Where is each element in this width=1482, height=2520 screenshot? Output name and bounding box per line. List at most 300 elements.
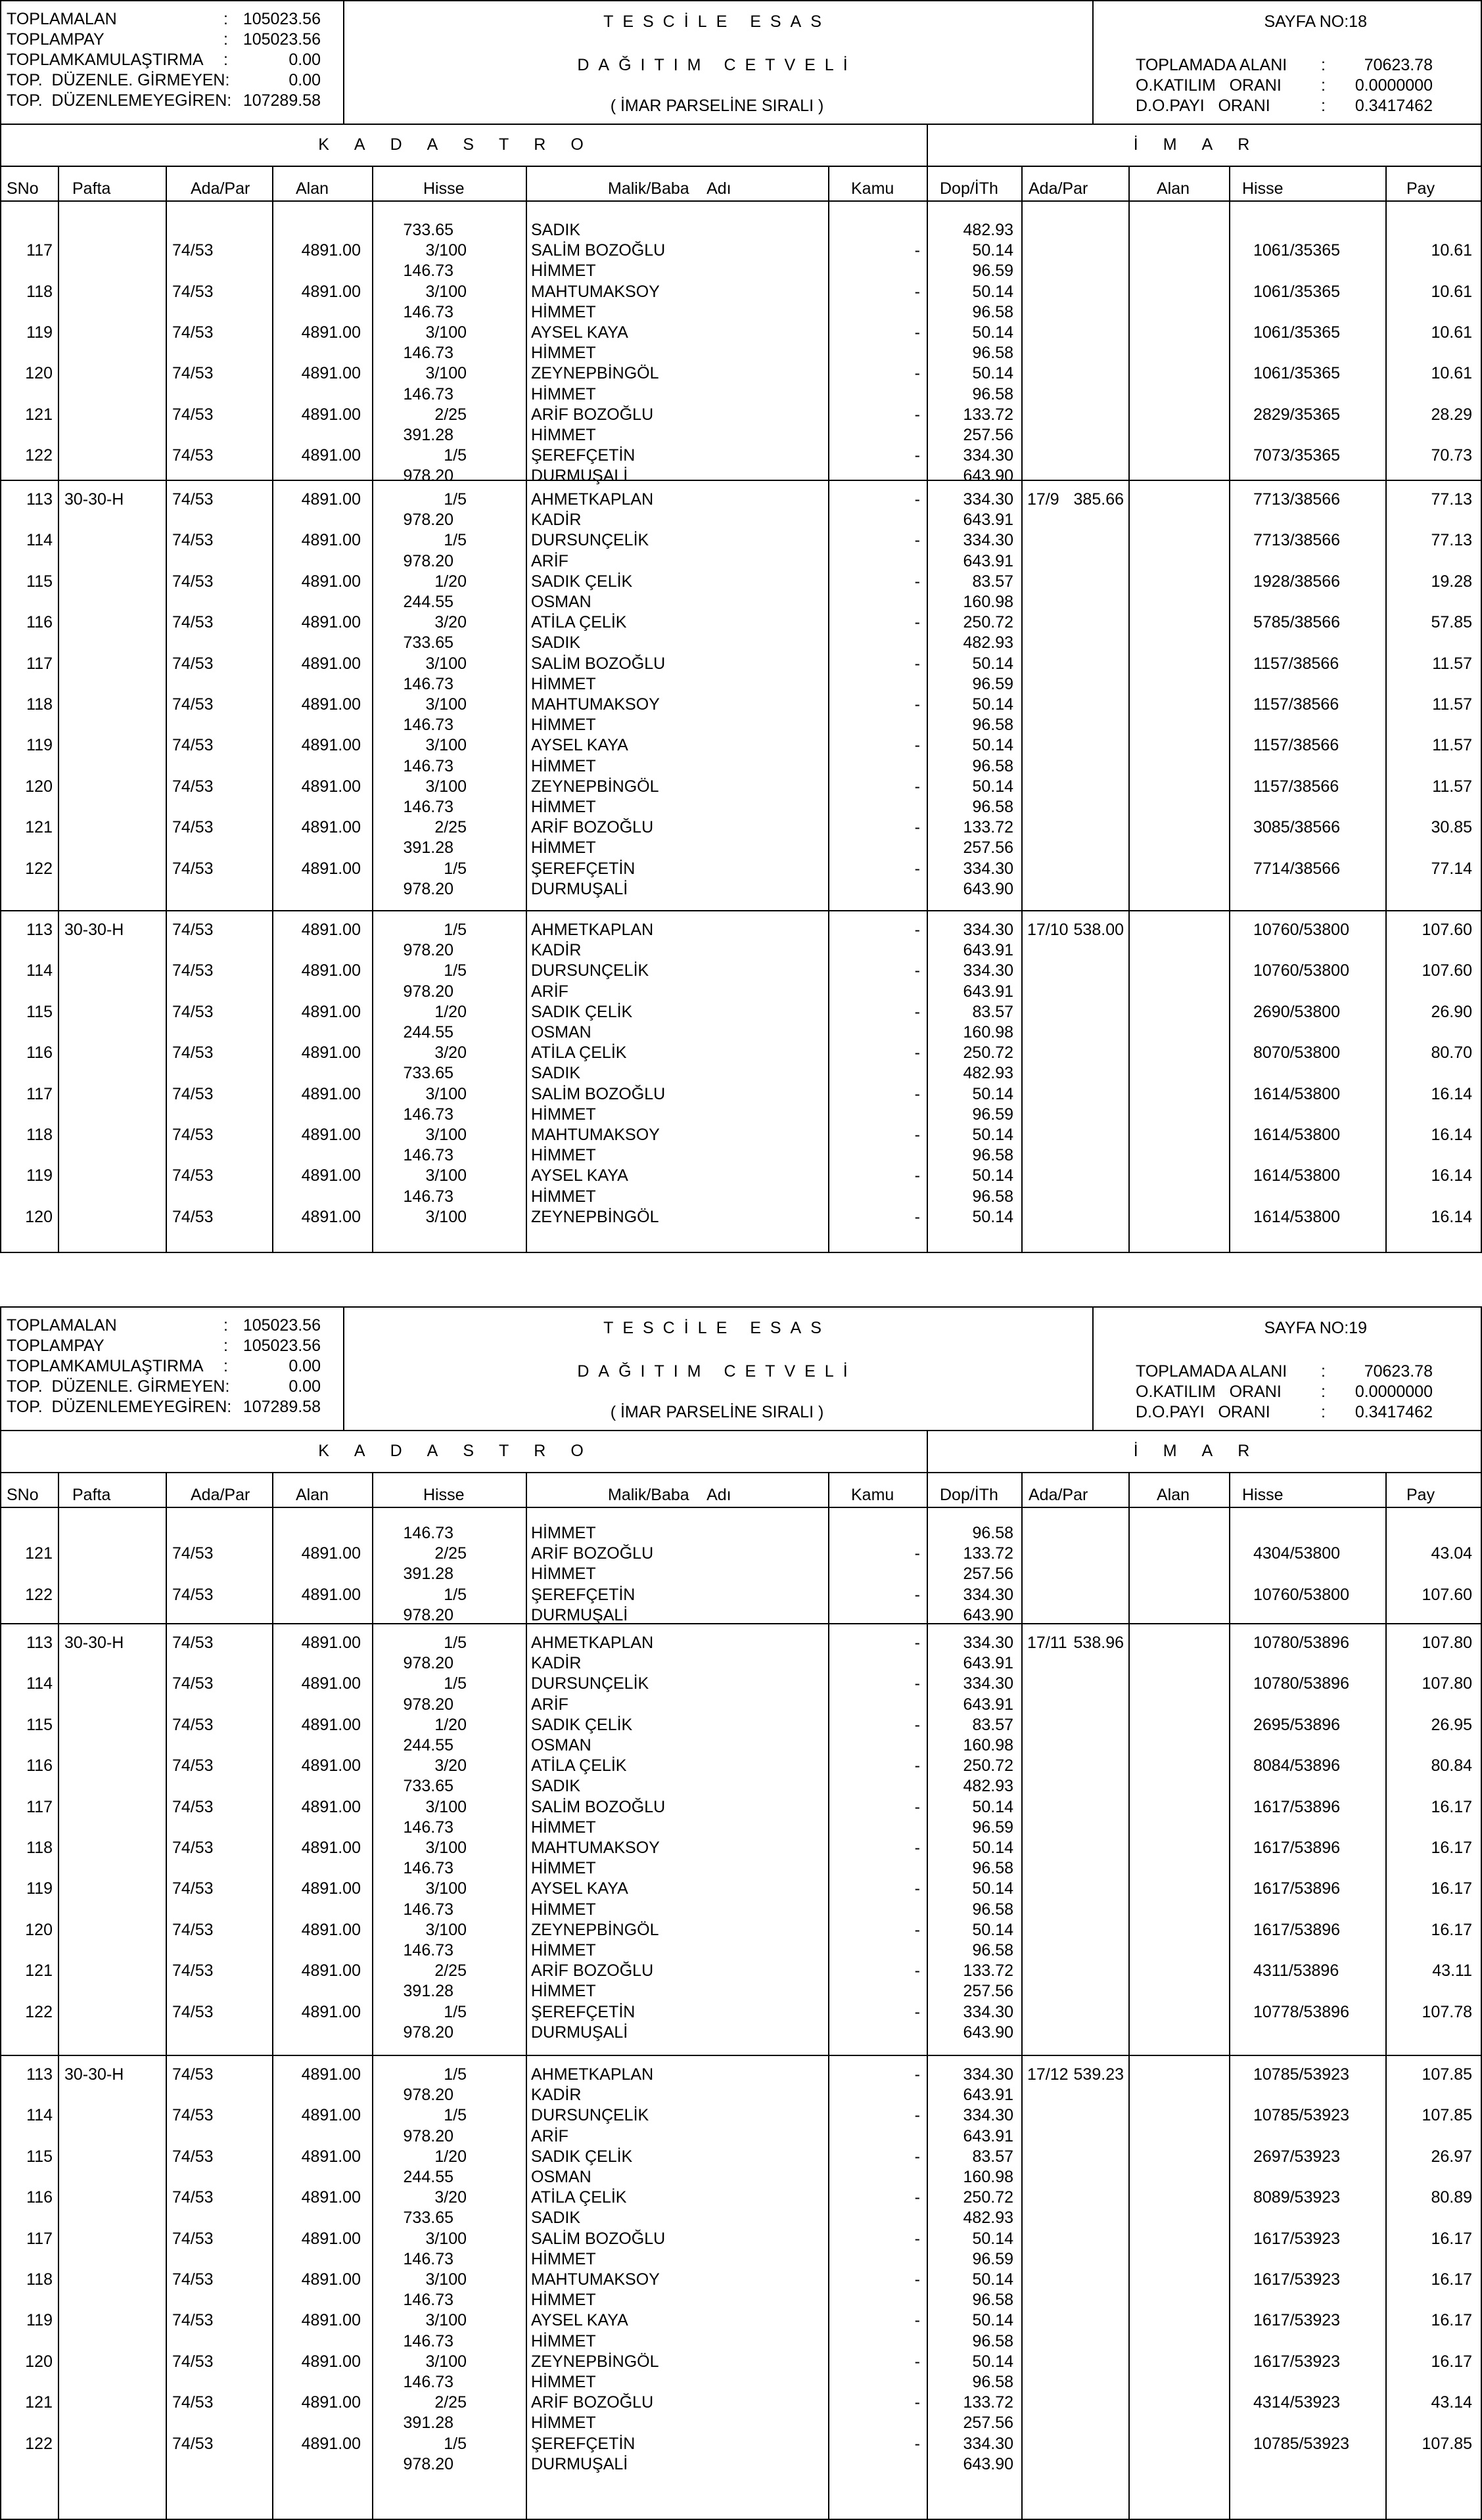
cell-dop-ith: 50.14	[972, 736, 1013, 755]
cell-malik: MAHTUMAKSOY	[531, 1839, 660, 1857]
cell-kamu: -	[914, 1207, 920, 1226]
cell-kamu: -	[914, 859, 920, 878]
cell-alan: 4891.00	[301, 1585, 361, 1604]
cell-malik: HİMMET	[531, 2331, 596, 2350]
cell-dop-ith: 96.58	[972, 384, 1013, 403]
column-header: Malik/Baba Adı	[608, 179, 731, 198]
cell-imar-hisse: 4304/53800	[1253, 1544, 1341, 1563]
table-bottom	[0, 1252, 1482, 1253]
cell-pay: 16.17	[1431, 1839, 1472, 1857]
cell-ada-par: 74/53	[172, 1084, 214, 1103]
cell-kamu: -	[914, 1715, 920, 1734]
cell-kamu: -	[914, 1166, 920, 1185]
column-divider	[1021, 1472, 1023, 2519]
column-header: Dop/İTh	[940, 179, 998, 198]
cell-kamu: -	[914, 1879, 920, 1898]
info-value: 70623.78	[1364, 56, 1433, 74]
column-divider	[526, 166, 527, 1252]
cell-malik: HİMMET	[531, 2414, 596, 2433]
cell-imar-hisse: 7713/38566	[1253, 490, 1341, 509]
cell-sno: 119	[26, 323, 53, 342]
info-value: 70623.78	[1364, 1362, 1433, 1381]
cell-malik: DURMUŞALİ	[531, 879, 628, 898]
cell-malik: HİMMET	[531, 2373, 596, 2391]
info-label: O.KATILIM ORANI	[1136, 76, 1282, 95]
summary-colon: :	[223, 10, 228, 28]
cell-sno: 119	[26, 1166, 53, 1185]
cell-hisse-area: 146.73	[403, 2331, 453, 2350]
cell-imar-hisse: 1157/38566	[1253, 777, 1339, 796]
cell-malik: ARİF BOZOĞLU	[531, 1961, 654, 1981]
column-divider	[58, 166, 59, 1252]
cell-dop-ith: 50.14	[972, 654, 1013, 673]
header-divider	[343, 0, 344, 124]
cell-hisse-area: 391.28	[403, 426, 453, 444]
cell-hisse-area: 733.65	[403, 2209, 453, 2228]
cell-sno: 120	[25, 1207, 53, 1226]
column-header: SNo	[7, 1486, 39, 1504]
cell-hisse-area: 146.73	[403, 2291, 453, 2310]
cell-imar-alan: 538.00	[1073, 921, 1124, 939]
column-divider	[1128, 1472, 1130, 2519]
cell-dop-ith: 334.30	[963, 446, 1013, 465]
cell-dop-ith: 334.30	[963, 1634, 1013, 1652]
cell-malik: OSMAN	[531, 1736, 591, 1754]
cell-malik: DURMUŞALİ	[531, 2454, 628, 2473]
cell-sno: 121	[25, 1544, 53, 1563]
cell-dop-ith: 257.56	[963, 426, 1013, 444]
column-divider	[1128, 166, 1130, 1252]
cell-dop-ith: 643.91	[963, 2086, 1013, 2105]
cell-dop-ith: 257.56	[963, 1565, 1013, 1584]
cell-sno: 115	[26, 1002, 53, 1021]
cell-dop-ith: 643.91	[963, 941, 1013, 960]
cell-imar-hisse: 1157/38566	[1253, 654, 1339, 673]
cell-imar-hisse: 2829/35365	[1253, 405, 1341, 424]
cell-alan: 4891.00	[301, 1961, 361, 1981]
cell-dop-ith: 96.58	[972, 1187, 1013, 1206]
cell-dop-ith: 643.91	[963, 1695, 1013, 1714]
document-title: TESCİLE ESAS	[603, 12, 831, 31]
cell-dop-ith: 160.98	[963, 593, 1013, 611]
cell-malik: HİMMET	[531, 798, 596, 816]
document-subtitle: DAĞITIM CETVELİ	[577, 1362, 857, 1381]
cell-sno: 113	[26, 921, 53, 939]
column-header-bottom	[0, 1507, 1482, 1508]
cell-hisse-area: 146.73	[403, 1941, 453, 1959]
cell-pay: 26.97	[1431, 2147, 1472, 2166]
cell-dop-ith: 96.58	[972, 798, 1013, 816]
cell-alan: 4891.00	[301, 1002, 361, 1021]
cell-ada-par: 74/53	[172, 2434, 214, 2453]
cell-imar-ada-par: 17/12	[1027, 2065, 1069, 2084]
document-subtitle-note: ( İMAR PARSELİNE SIRALI )	[610, 97, 824, 115]
cell-hisse: 3/100	[425, 736, 467, 755]
header-divider	[1092, 0, 1094, 124]
info-colon: :	[1321, 56, 1326, 74]
cell-pay: 16.17	[1431, 2311, 1472, 2330]
cell-sno: 122	[25, 859, 53, 878]
cell-malik: OSMAN	[531, 1023, 591, 1042]
cell-dop-ith: 50.14	[972, 1207, 1013, 1226]
cell-malik: HİMMET	[531, 1941, 596, 1959]
cell-malik: SADIK	[531, 633, 581, 653]
cell-alan: 4891.00	[301, 241, 361, 260]
cell-alan: 4891.00	[301, 2147, 361, 2166]
cell-malik: KADİR	[531, 941, 582, 960]
cell-dop-ith: 96.58	[972, 344, 1013, 363]
document-title: TESCİLE ESAS	[603, 1319, 831, 1337]
cell-ada-par: 74/53	[172, 2352, 214, 2371]
cell-sno: 116	[26, 1043, 53, 1063]
cell-hisse: 3/100	[425, 1879, 467, 1898]
cell-malik: ATİLA ÇELİK	[531, 2188, 627, 2207]
cell-malik: HİMMET	[531, 838, 596, 858]
cell-pay: 80.70	[1431, 1043, 1472, 1063]
cell-pay: 26.95	[1431, 1715, 1472, 1734]
cell-hisse: 1/5	[444, 1585, 467, 1604]
cell-pay: 19.28	[1431, 572, 1472, 591]
cell-malik: ZEYNEPBİNGÖL	[531, 777, 659, 796]
cell-hisse: 3/100	[425, 1797, 467, 1816]
cell-alan: 4891.00	[301, 2229, 361, 2248]
cell-sno: 120	[25, 364, 53, 383]
cell-malik: KADİR	[531, 2086, 582, 2105]
cell-pafta: 30-30-H	[64, 2065, 124, 2084]
cell-sno: 118	[26, 1126, 53, 1144]
cell-malik: AHMETKAPLAN	[531, 490, 654, 509]
cell-malik: AYSEL KAYA	[531, 323, 628, 342]
column-header: Kamu	[851, 1486, 894, 1504]
cell-imar-hisse: 10760/53800	[1253, 961, 1349, 980]
cell-pay: 28.29	[1431, 405, 1472, 424]
cell-hisse: 3/100	[425, 1920, 467, 1939]
cell-pay: 11.57	[1432, 777, 1472, 796]
cell-ada-par: 74/53	[172, 1961, 214, 1981]
cell-imar-hisse: 1617/53896	[1253, 1879, 1341, 1898]
cell-dop-ith: 50.14	[972, 282, 1013, 301]
cell-malik: ARİF	[531, 2126, 568, 2145]
cell-alan: 4891.00	[301, 572, 361, 591]
cell-imar-hisse: 1061/35365	[1253, 241, 1341, 260]
cell-malik: ATİLA ÇELİK	[531, 1756, 627, 1775]
cell-kamu: -	[914, 405, 920, 424]
summary-value: 0.00	[289, 51, 321, 69]
summary-label: TOPLAMALAN	[7, 10, 117, 28]
cell-hisse: 1/5	[444, 490, 467, 509]
cell-pay: 10.61	[1431, 282, 1472, 301]
cell-malik: SALİM BOZOĞLU	[531, 2229, 666, 2248]
cell-ada-par: 74/53	[172, 1756, 214, 1775]
cell-pay: 43.11	[1432, 1961, 1472, 1981]
cell-malik: KADİR	[531, 511, 582, 530]
cell-imar-hisse: 1617/53896	[1253, 1797, 1341, 1816]
group-separator	[0, 910, 1482, 911]
cell-hisse: 3/20	[434, 1756, 467, 1775]
cell-kamu: -	[914, 921, 920, 939]
cell-kamu: -	[914, 2002, 920, 2021]
cell-malik: AHMETKAPLAN	[531, 1634, 654, 1652]
cell-ada-par: 74/53	[172, 572, 214, 591]
cell-ada-par: 74/53	[172, 1715, 214, 1734]
cell-alan: 4891.00	[301, 1043, 361, 1063]
cell-alan: 4891.00	[301, 323, 361, 342]
info-colon: :	[1321, 1403, 1326, 1421]
summary-value: 0.00	[289, 1377, 321, 1396]
column-header: Ada/Par	[191, 179, 250, 198]
cell-alan: 4891.00	[301, 2188, 361, 2207]
info-colon: :	[1321, 97, 1326, 115]
cell-malik: HİMMET	[531, 426, 596, 444]
group-separator	[0, 2055, 1482, 2056]
cell-hisse-area: 146.73	[403, 344, 453, 363]
cell-malik: DURMUŞALİ	[531, 2023, 628, 2042]
column-header: SNo	[7, 179, 39, 198]
cell-kamu: -	[914, 1585, 920, 1604]
summary-value: 107289.58	[243, 1398, 321, 1416]
cell-sno: 120	[25, 2352, 53, 2371]
cell-dop-ith: 257.56	[963, 2414, 1013, 2433]
cell-dop-ith: 643.90	[963, 879, 1013, 898]
cell-hisse: 3/100	[425, 654, 467, 673]
cell-dop-ith: 257.56	[963, 838, 1013, 858]
cell-dop-ith: 96.58	[972, 1941, 1013, 1959]
report-page	[0, 0, 1482, 1252]
cell-hisse-area: 146.73	[403, 1524, 453, 1542]
column-divider	[1021, 166, 1023, 1252]
summary-value: 105023.56	[243, 1316, 321, 1335]
cell-hisse-area: 146.73	[403, 384, 453, 403]
cell-malik: SADIK ÇELİK	[531, 1002, 633, 1021]
cell-pay: 107.78	[1422, 2002, 1472, 2021]
column-header: Ada/Par	[1029, 1486, 1088, 1504]
cell-ada-par: 74/53	[172, 613, 214, 632]
cell-malik: HİMMET	[531, 1565, 596, 1584]
cell-malik: MAHTUMAKSOY	[531, 282, 660, 301]
cell-sno: 118	[26, 2270, 53, 2289]
cell-kamu: -	[914, 2065, 920, 2084]
cell-ada-par: 74/53	[172, 1920, 214, 1939]
info-label: D.O.PAYI ORANI	[1136, 1403, 1270, 1421]
cell-malik: HİMMET	[531, 716, 596, 735]
cell-hisse: 1/5	[444, 2106, 467, 2125]
cell-hisse: 1/5	[444, 859, 467, 878]
cell-hisse: 3/100	[425, 1839, 467, 1857]
column-header: Ada/Par	[191, 1486, 250, 1504]
cell-dop-ith: 133.72	[963, 405, 1013, 424]
cell-ada-par: 74/53	[172, 1207, 214, 1226]
cell-alan: 4891.00	[301, 1839, 361, 1857]
kadastro-label: KADASTRO	[318, 1442, 609, 1460]
cell-alan: 4891.00	[301, 1544, 361, 1563]
cell-sno: 119	[26, 2311, 53, 2330]
column-header: Alan	[296, 179, 329, 198]
summary-label: TOPLAMKAMULAŞTIRMA	[7, 1357, 204, 1375]
column-header: Malik/Baba Adı	[608, 1486, 731, 1504]
cell-imar-hisse: 10785/53923	[1253, 2106, 1349, 2125]
summary-label: TOP. DÜZENLEMEYEGİREN:	[7, 91, 232, 110]
cell-kamu: -	[914, 1043, 920, 1063]
cell-malik: AYSEL KAYA	[531, 2311, 628, 2330]
cell-dop-ith: 334.30	[963, 1674, 1013, 1693]
cell-ada-par: 74/53	[172, 818, 214, 837]
cell-hisse-area: 146.73	[403, 716, 453, 735]
cell-alan: 4891.00	[301, 405, 361, 424]
summary-value: 105023.56	[243, 10, 321, 28]
cell-alan: 4891.00	[301, 1207, 361, 1226]
column-header: Hisse	[423, 179, 465, 198]
cell-dop-ith: 643.90	[963, 2454, 1013, 2473]
cell-kamu: -	[914, 695, 920, 714]
cell-malik: AYSEL KAYA	[531, 1879, 628, 1898]
cell-sno: 118	[26, 1839, 53, 1857]
cell-alan: 4891.00	[301, 1084, 361, 1103]
cell-hisse-area: 146.73	[403, 756, 453, 775]
cell-hisse-area: 978.20	[403, 2086, 453, 2105]
cell-malik: ATİLA ÇELİK	[531, 613, 627, 632]
cell-alan: 4891.00	[301, 1920, 361, 1939]
cell-sno: 114	[26, 961, 53, 980]
cell-hisse: 3/100	[425, 282, 467, 301]
cell-dop-ith: 96.58	[972, 756, 1013, 775]
cell-alan: 4891.00	[301, 2270, 361, 2289]
column-header: Alan	[1157, 1486, 1190, 1504]
cell-malik: ARİF BOZOĞLU	[531, 1544, 654, 1563]
column-divider	[828, 166, 829, 1252]
cell-imar-hisse: 10785/53923	[1253, 2065, 1349, 2084]
cell-alan: 4891.00	[301, 654, 361, 673]
cell-hisse-area: 978.20	[403, 511, 453, 530]
cell-pay: 107.60	[1422, 921, 1472, 939]
cell-alan: 4891.00	[301, 1797, 361, 1816]
summary-colon: :	[223, 1357, 228, 1375]
cell-imar-hisse: 3085/38566	[1253, 818, 1341, 837]
cell-sno: 121	[25, 818, 53, 837]
column-header: Hisse	[1242, 179, 1284, 198]
cell-kamu: -	[914, 1002, 920, 1021]
cell-dop-ith: 96.59	[972, 1818, 1013, 1837]
cell-sno: 121	[25, 2393, 53, 2412]
page-number: SAYFA NO:19	[1264, 1319, 1367, 1337]
summary-colon: :	[223, 30, 228, 49]
cell-hisse: 3/100	[425, 1166, 467, 1185]
cell-ada-par: 74/53	[172, 2393, 214, 2412]
info-value: 0.0000000	[1355, 1383, 1433, 1401]
cell-alan: 4891.00	[301, 2065, 361, 2084]
cell-ada-par: 74/53	[172, 364, 214, 383]
summary-value: 0.00	[289, 71, 321, 89]
cell-malik: HİMMET	[531, 1187, 596, 1206]
cell-hisse-area: 244.55	[403, 1736, 453, 1754]
cell-hisse: 3/100	[425, 777, 467, 796]
cell-sno: 121	[25, 1961, 53, 1981]
cell-ada-par: 74/53	[172, 2229, 214, 2248]
cell-imar-hisse: 1614/53800	[1253, 1084, 1341, 1103]
cell-hisse: 2/25	[434, 818, 467, 837]
cell-malik: HİMMET	[531, 384, 596, 403]
summary-value: 105023.56	[243, 30, 321, 49]
cell-hisse-area: 978.20	[403, 941, 453, 960]
cell-sno: 118	[26, 282, 53, 301]
cell-ada-par: 74/53	[172, 405, 214, 424]
cell-kamu: -	[914, 2434, 920, 2453]
cell-imar-hisse: 1617/53923	[1253, 2229, 1341, 2248]
cell-malik: AYSEL KAYA	[531, 736, 628, 755]
cell-hisse: 3/100	[425, 695, 467, 714]
cell-kamu: -	[914, 2393, 920, 2412]
cell-sno: 117	[26, 1084, 53, 1103]
cell-malik: MAHTUMAKSOY	[531, 2270, 660, 2289]
cell-sno: 115	[26, 2147, 53, 2166]
cell-imar-hisse: 10780/53896	[1253, 1634, 1349, 1652]
cell-dop-ith: 643.90	[963, 467, 1013, 486]
cell-hisse-area: 733.65	[403, 1777, 453, 1796]
cell-malik: HİMMET	[531, 1982, 596, 2001]
cell-ada-par: 74/53	[172, 654, 214, 673]
summary-label: TOP. DÜZENLE. GİRMEYEN:	[7, 1377, 230, 1396]
cell-pay: 16.14	[1431, 1126, 1472, 1144]
cell-alan: 4891.00	[301, 1126, 361, 1144]
cell-imar-hisse: 2690/53800	[1253, 1002, 1341, 1021]
cell-dop-ith: 50.14	[972, 1126, 1013, 1144]
cell-hisse-area: 146.73	[403, 1187, 453, 1206]
cell-alan: 4891.00	[301, 282, 361, 301]
cell-dop-ith: 250.72	[963, 1756, 1013, 1775]
section-divider	[927, 124, 928, 167]
cell-hisse: 3/100	[425, 241, 467, 260]
cell-hisse-area: 146.73	[403, 1859, 453, 1878]
cell-kamu: -	[914, 1756, 920, 1775]
cell-alan: 4891.00	[301, 1879, 361, 1898]
cell-dop-ith: 96.58	[972, 1859, 1013, 1878]
column-header-top	[0, 166, 1482, 167]
cell-malik: SALİM BOZOĞLU	[531, 1797, 666, 1816]
column-header: Alan	[1157, 179, 1190, 198]
cell-kamu: -	[914, 2270, 920, 2289]
cell-sno: 114	[26, 1674, 53, 1693]
summary-label: TOPLAMPAY	[7, 30, 104, 49]
cell-dop-ith: 83.57	[972, 2147, 1013, 2166]
cell-hisse: 3/100	[425, 2311, 467, 2330]
column-divider	[828, 1472, 829, 2519]
cell-dop-ith: 334.30	[963, 531, 1013, 550]
imar-label: İMAR	[1133, 1442, 1275, 1460]
cell-dop-ith: 482.93	[963, 633, 1013, 653]
cell-pay: 16.17	[1431, 2270, 1472, 2289]
cell-pafta: 30-30-H	[64, 921, 124, 939]
cell-hisse-area: 978.20	[403, 1605, 453, 1624]
column-header: Pay	[1406, 179, 1435, 198]
cell-malik: ARİF	[531, 551, 568, 570]
cell-ada-par: 74/53	[172, 1043, 214, 1063]
document-subtitle: DAĞITIM CETVELİ	[577, 56, 857, 74]
cell-dop-ith: 50.14	[972, 695, 1013, 714]
cell-kamu: -	[914, 241, 920, 260]
cell-pay: 11.57	[1432, 695, 1472, 714]
info-colon: :	[1321, 1362, 1326, 1381]
cell-sno: 113	[26, 1634, 53, 1652]
cell-malik: DURMUŞALİ	[531, 1605, 628, 1624]
column-header: Ada/Par	[1029, 179, 1088, 198]
cell-hisse: 2/25	[434, 2393, 467, 2412]
cell-imar-hisse: 7073/35365	[1253, 446, 1341, 465]
column-header: Kamu	[851, 179, 894, 198]
cell-hisse: 3/20	[434, 1043, 467, 1063]
cell-dop-ith: 96.58	[972, 1146, 1013, 1165]
cell-hisse: 1/5	[444, 531, 467, 550]
cell-pafta: 30-30-H	[64, 1634, 124, 1652]
cell-ada-par: 74/53	[172, 531, 214, 550]
